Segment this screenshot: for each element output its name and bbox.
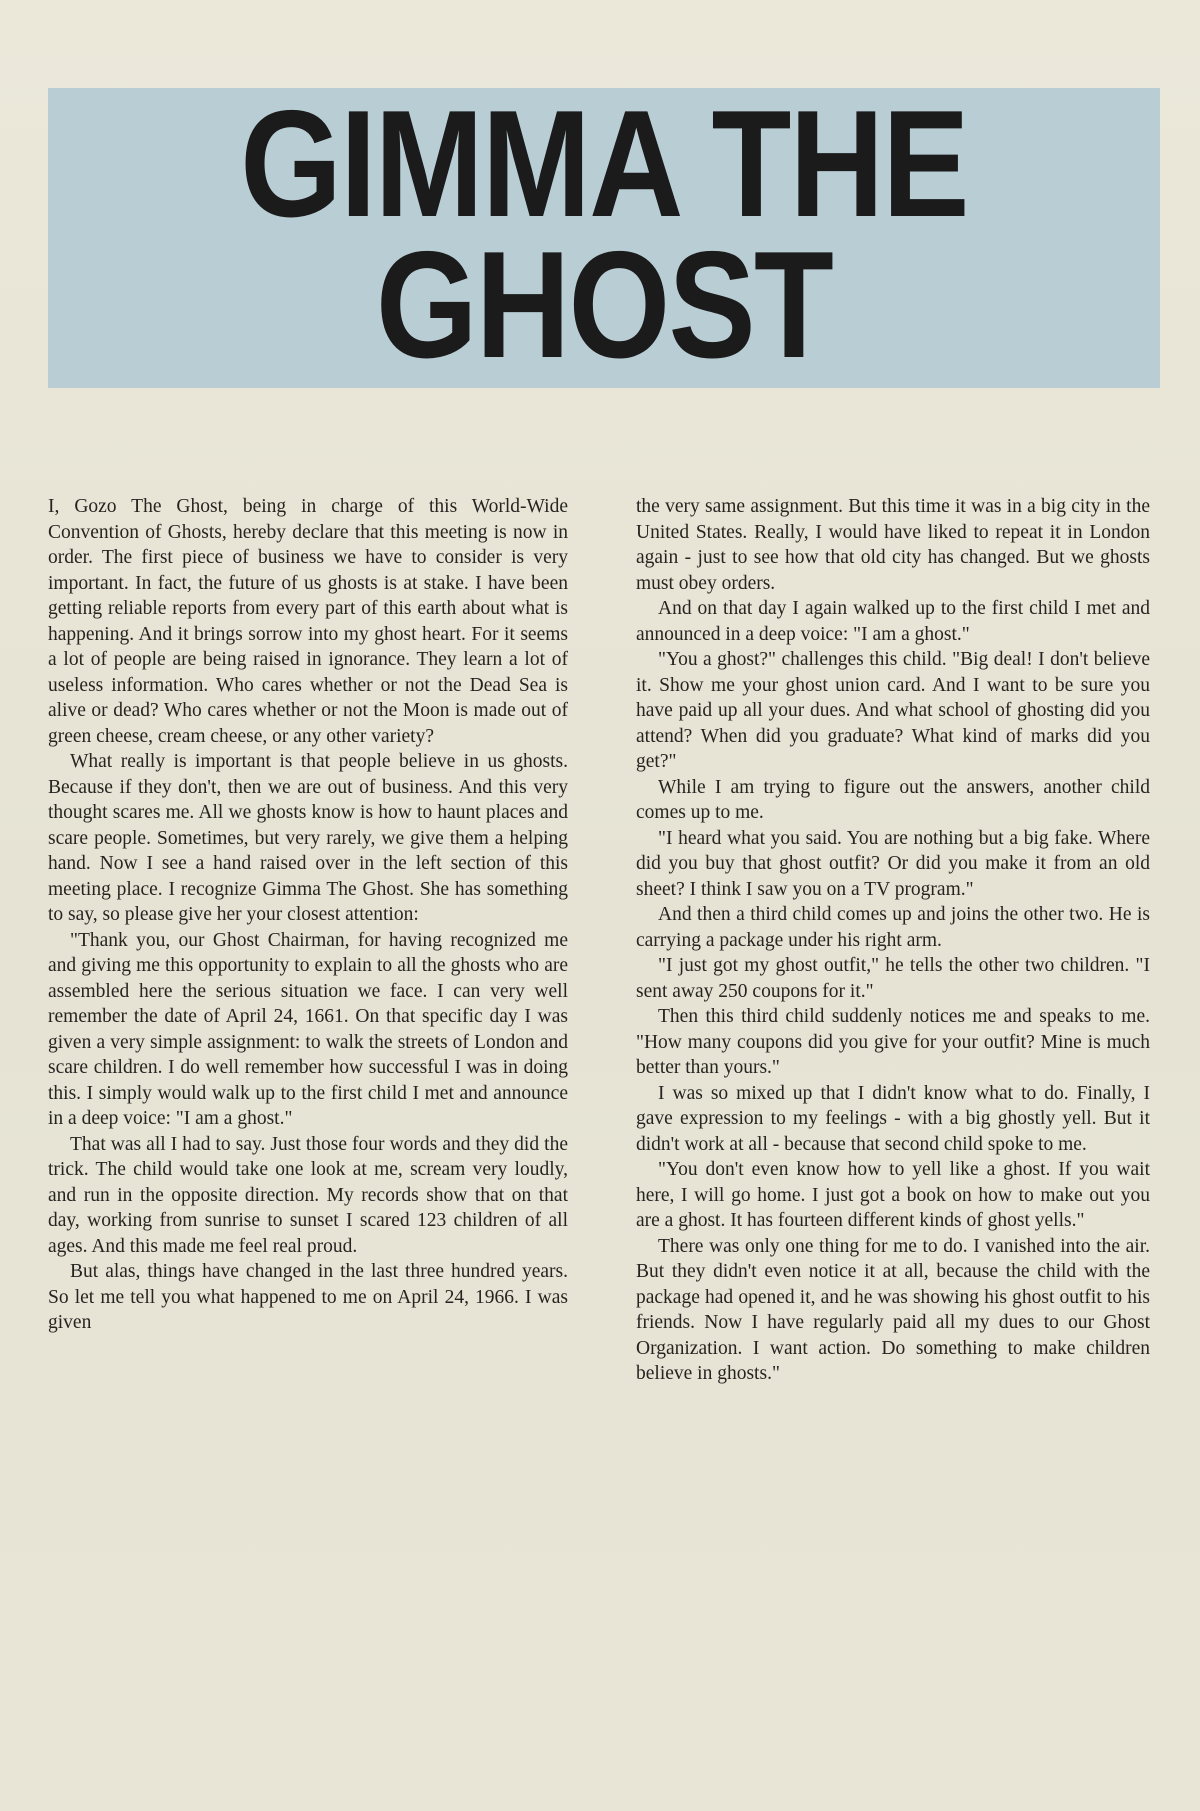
paragraph: Then this third child suddenly notices me and speaks to me. "How many coupons did you give for your outfit? Mine is much better than yours." bbox=[636, 1006, 1150, 1078]
paragraph: And on that day I again walked up to the first child I met and announced in a deep voice: "I am a ghost." bbox=[636, 598, 1150, 645]
paragraph: "You don't even know how to yell like a ghost. If you wait here, I will go home. I just got a book on how to make out you are a ghost. It has fourteen different kinds of ghost yells." bbox=[636, 1159, 1150, 1231]
paragraph: That was all I had to say. Just those four words and they did the trick. The child would take one look at me, scream very loudly, and run in the opposite direction. My records show that on that day, working from sunrise to sunset I scared 123 children of all ages. And this made me feel real proud. bbox=[48, 1133, 568, 1257]
paragraph: "I just got my ghost outfit," he tells the other two children. "I sent away 250 coupons for it." bbox=[636, 955, 1150, 1002]
paragraph: There was only one thing for me to do. I vanished into the air. But they didn't even notice it at all, because the child with the package had opened it, and he was showing his ghost outfit to his friends. Now I have regularly paid all my dues to our Ghost Organization. I want action. Do something to make children believe in ghosts." bbox=[636, 1235, 1150, 1384]
paragraph: What really is important is that people believe in us ghosts. Because if they don't, then we are out of business. And this very thought scares me. All we ghosts know is how to haunt places and scare people. Sometimes, but very rarely, we give them a helping hand. Now I see a hand raised over in the left section of this meeting place. I recognize Gimma The Ghost. She has something to say, so please give her your closest attention: bbox=[48, 751, 568, 925]
paragraph: While I am trying to figure out the answers, another child comes up to me. bbox=[636, 776, 1150, 823]
title-line-2: GHOST bbox=[375, 219, 833, 390]
article-left-column bbox=[48, 494, 568, 1336]
title-line-1: GIMMA THE bbox=[240, 79, 968, 249]
page-title bbox=[48, 79, 1160, 390]
paragraph: And then a third child comes up and joins the other two. He is carrying a package under his right arm. bbox=[636, 904, 1150, 951]
article-right-column bbox=[636, 494, 1150, 1387]
paragraph: I, Gozo The Ghost, being in charge of this World-Wide Convention of Ghosts, hereby declare that this meeting is now in order. The first piece of business we have to consider is very important. In fact, the future of us ghosts is at stake. I have been getting reliable reports from every part of this earth about what is happening. And it brings sorrow into my ghost heart. For it seems a lot of people are being raised in ignorance. They learn a lot of useless information. Who cares whether or not the Dead Sea is alive or dead? Who cares whether or not the Moon is made out of green cheese, cream cheese, or any other variety? bbox=[48, 496, 568, 747]
paragraph: But alas, things have changed in the last three hundred years. So let me tell you what happened to me on April 24, 1966. I was given bbox=[48, 1261, 568, 1333]
paragraph: "You a ghost?" challenges this child. "Big deal! I don't believe it. Show me your ghost union card. And I want to be sure you have paid up all your dues. And what school of ghosting did you attend? When did you graduate? What kind of marks did you get?" bbox=[636, 649, 1150, 772]
paragraph: the very same assignment. But this time it was in a big city in the United States. Really, I would have liked to repeat it in London again - just to see how that old city has changed. But we ghosts must obey orders. bbox=[636, 496, 1150, 594]
paragraph: "Thank you, our Ghost Chairman, for having recognized me and giving me this opportunity to explain to all the ghosts who are assembled here the serious situation we face. I can very well remember the date of April 24, 1661. On that specific day I was given a very simple assignment: to walk the streets of London and scare children. I do well remember how successful I was in doing this. I simply would walk up to the first child I met and announce in a deep voice: "I am a ghost." bbox=[48, 929, 568, 1129]
paragraph: I was so mixed up that I didn't know what to do. Finally, I gave expression to my feelings - with a big ghostly yell. But it didn't work at all - because that second child spoke to me. bbox=[636, 1082, 1150, 1155]
paragraph: "I heard what you said. You are nothing but a big fake. Where did you buy that ghost outfit? Or did you make it from an old sheet? I think I saw you on a TV program." bbox=[636, 827, 1150, 900]
